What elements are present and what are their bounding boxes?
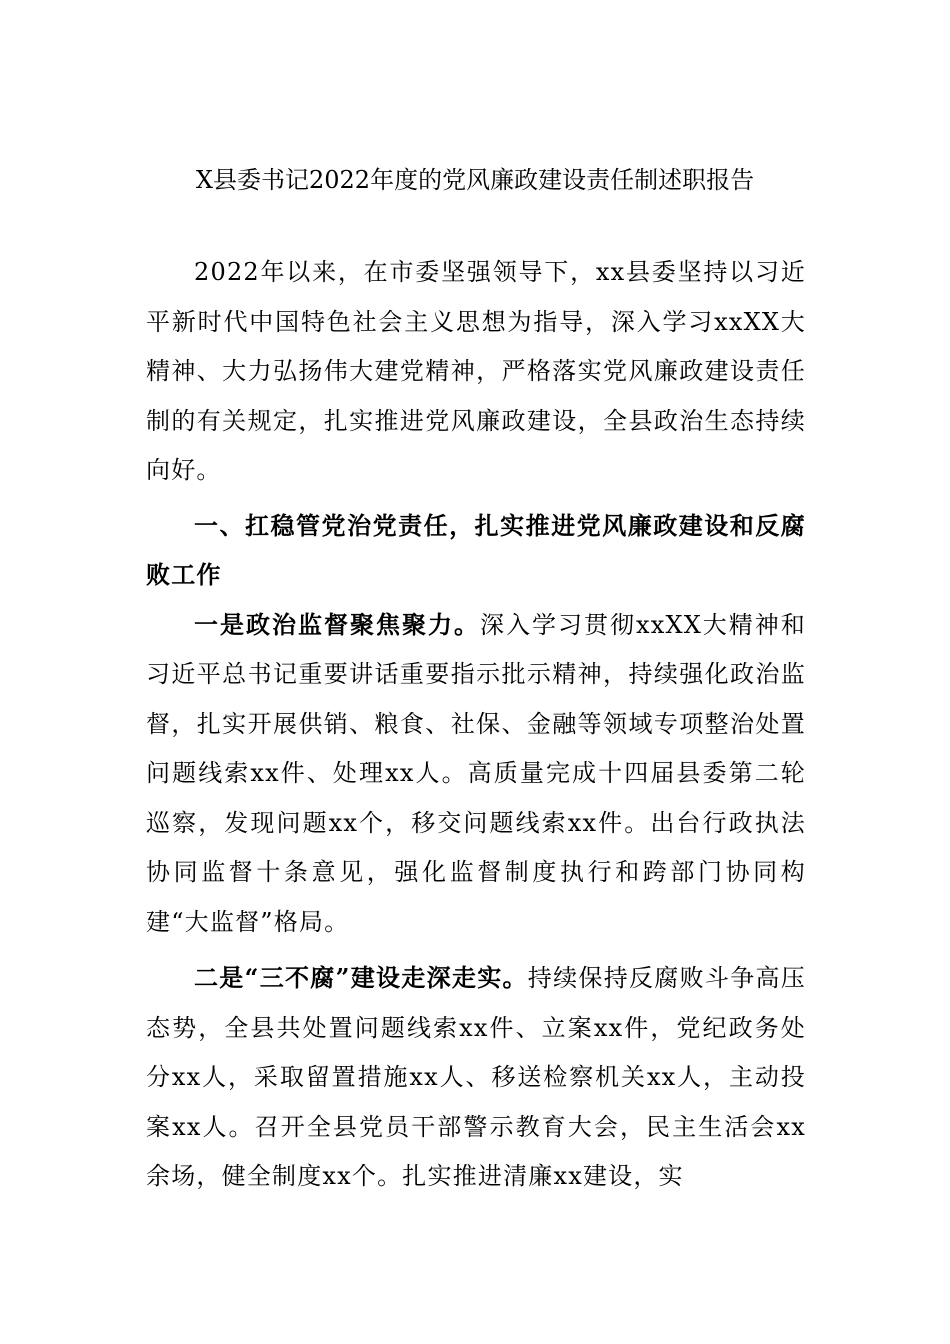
document-body [146, 248, 806, 1202]
item-paragraph-1 [146, 600, 806, 948]
item-paragraph-2 [146, 953, 806, 1202]
item-text-2: 持续保持反腐败斗争高压态势，全县共处置问题线索xx件、立案xx件，党纪政务处分xx人，采取留置措施xx人、移送检察机关xx人，主动投案xx人。召开全县党员干部警示教育大会，民主生活会xx余场，健全制度xx个。扎实推进清廉xx建设，实 [146, 964, 806, 1190]
document-title: X县委书记2022年度的党风廉政建设责任制述职报告 [195, 166, 755, 194]
item-text-1: 深入学习贯彻xxXX大精神和习近平总书记重要讲话重要指示批示精神，持续强化政治监督，扎实开展供销、粮食、社保、金融等领域专项整治处置问题线索xx件、处理xx人。高质量完成十四届县委第二轮巡察，发现问题xx个，移交问题线索xx件。出台行政执法协同监督十条意见，强化监督制度执行和跨部门协同构建“大监督”格局。 [146, 610, 807, 936]
section-heading: 一、扛稳管党治党责任，扎实推进党风廉政建设和反腐败工作 [146, 510, 806, 589]
intro-paragraph: 2022年以来，在市委坚强领导下，xx县委坚持以习近平新时代中国特色社会主义思想为指导，深入学习xxXX大精神、大力弘扬伟大建党精神，严格落实党风廉政建设责任制的有关规定，扎实推进党风廉政建设，全县政治生态持续向好。 [146, 258, 806, 484]
item-lead-1: 一是政治监督聚焦聚力。 [194, 609, 480, 639]
item-lead-2: 二是“三不腐”建设走深走实。 [194, 963, 528, 992]
